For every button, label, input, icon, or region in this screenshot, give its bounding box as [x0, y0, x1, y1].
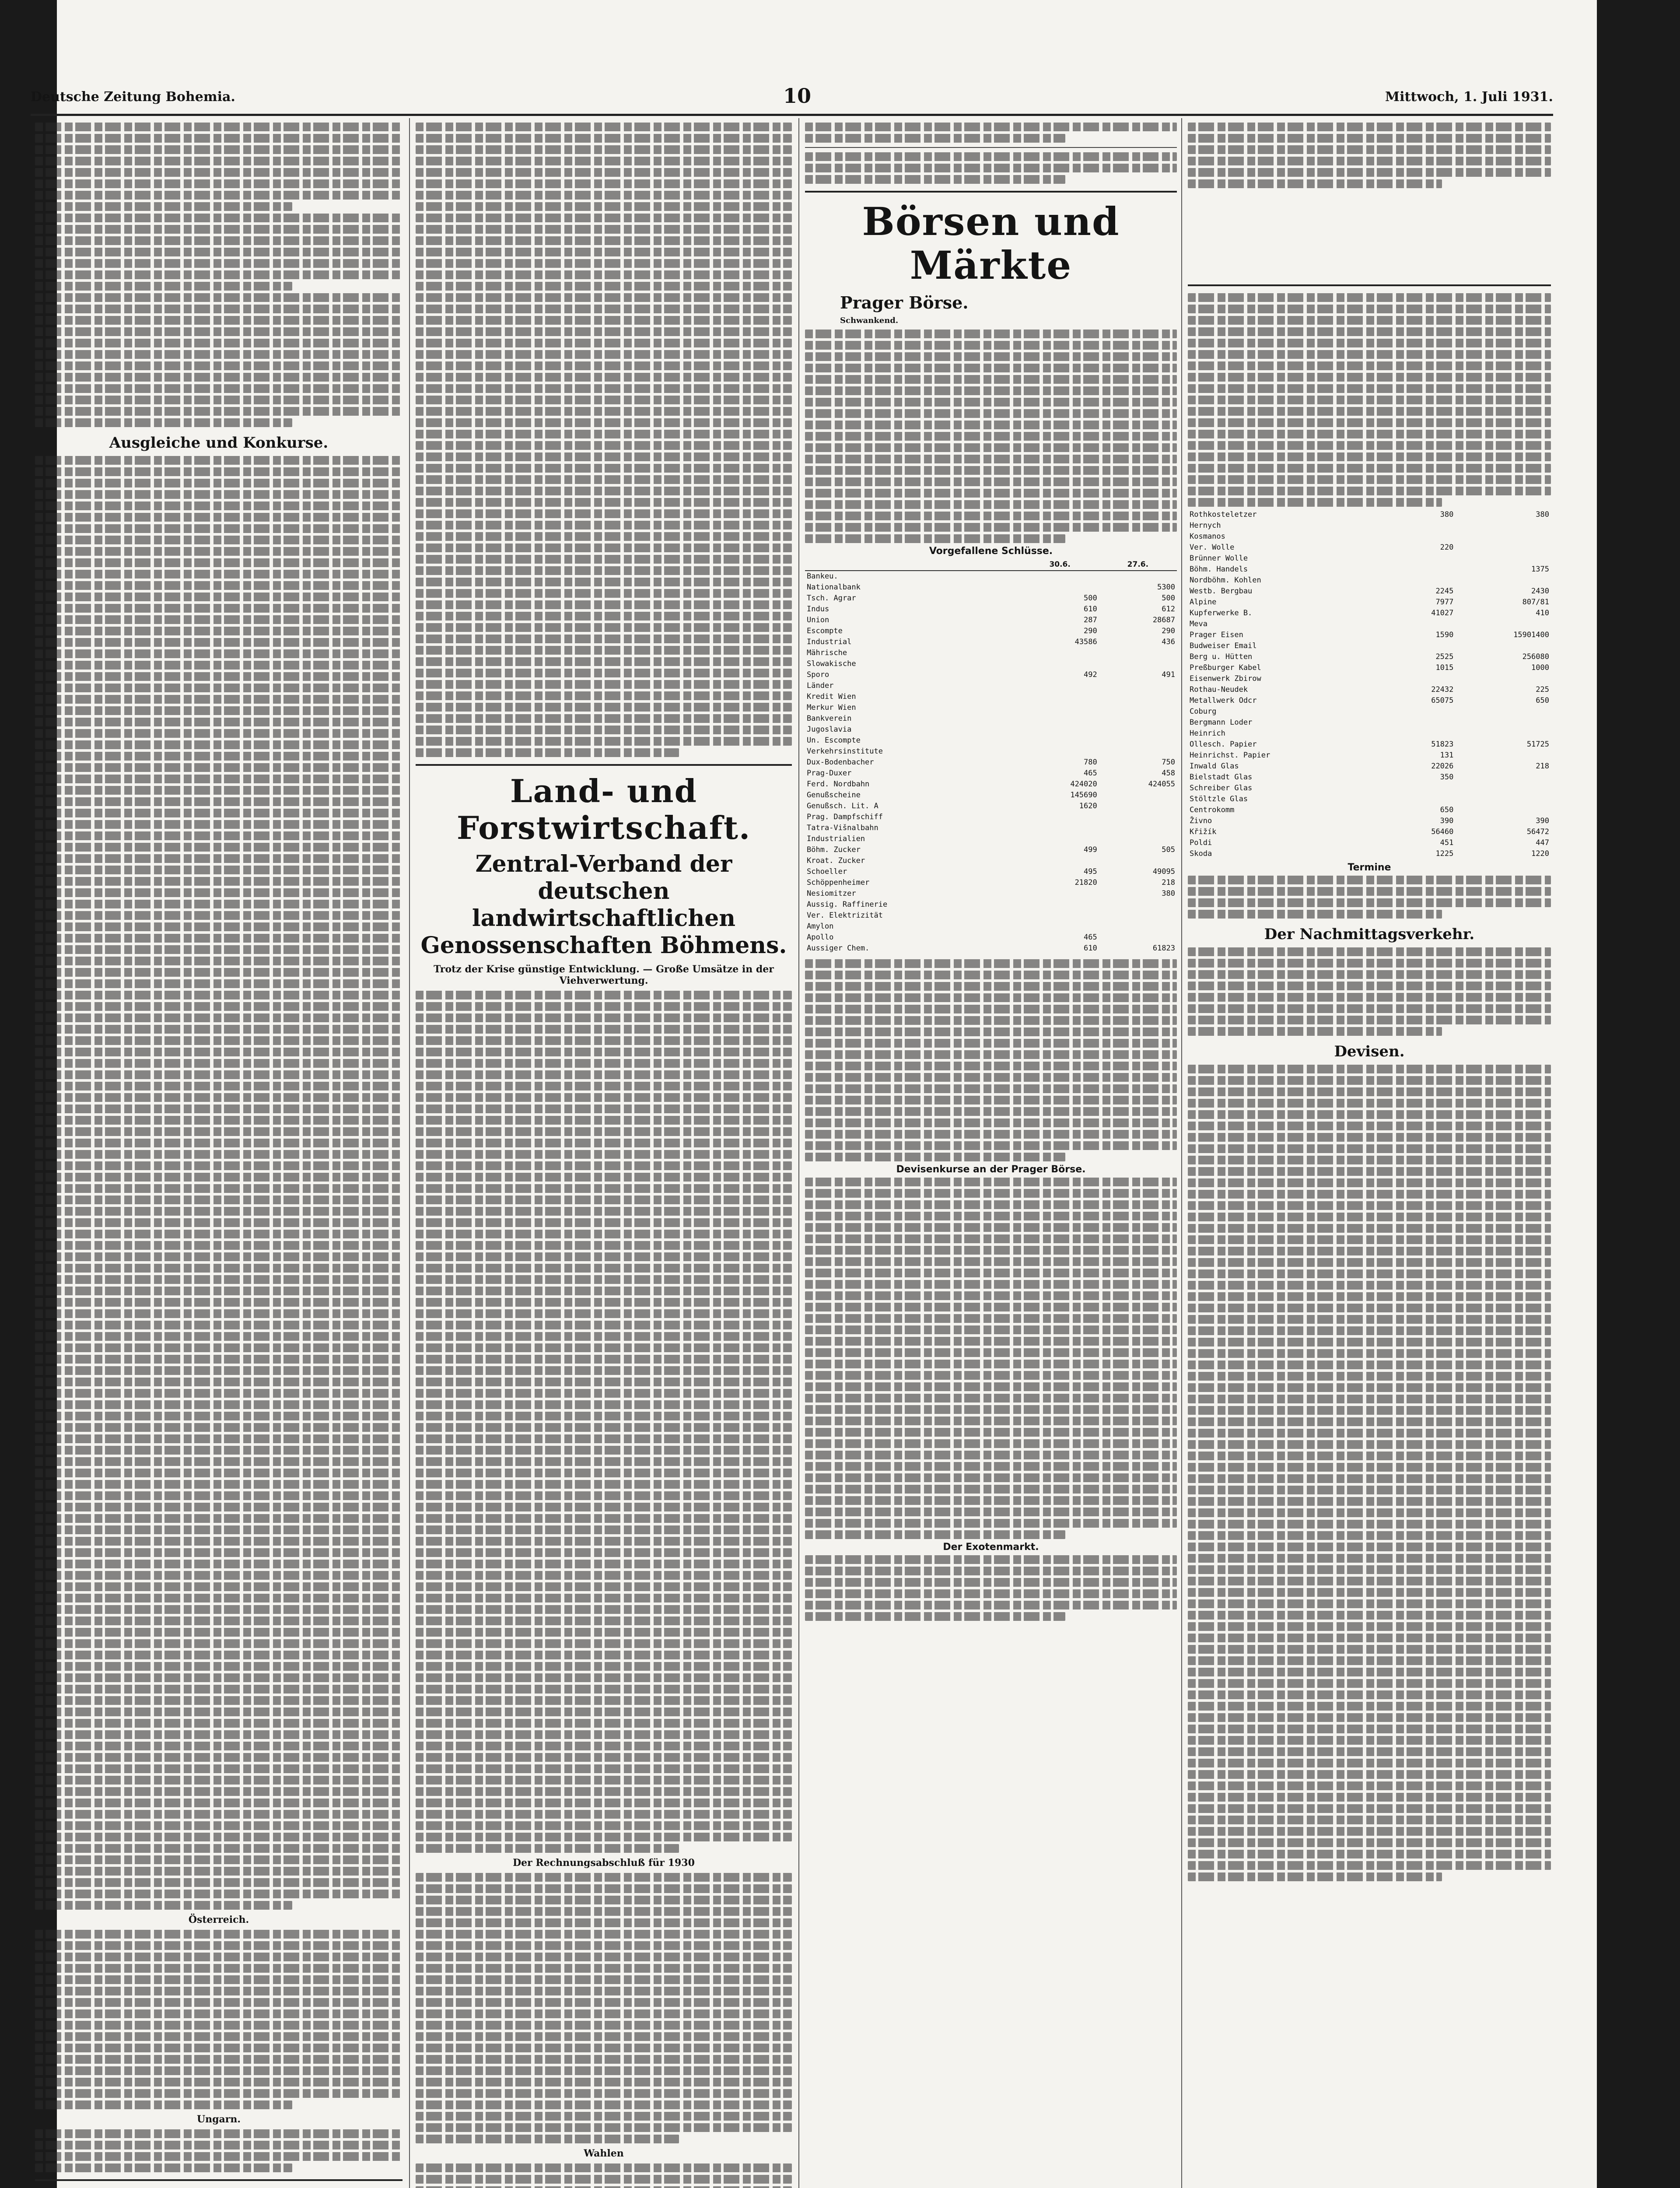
quote-row	[805, 823, 1177, 834]
quote-value: 650	[1536, 696, 1549, 705]
quote-row	[805, 746, 1177, 757]
quote-value	[1099, 856, 1177, 866]
quote-value	[1021, 910, 1099, 921]
quote-value: 51823	[1431, 740, 1454, 749]
quote-row	[1188, 553, 1551, 564]
quote-value: 1220	[1531, 849, 1549, 858]
quote-value	[1099, 724, 1177, 735]
quote-value: 2245	[1435, 587, 1454, 596]
quote-row	[805, 932, 1177, 943]
quote-row	[805, 659, 1177, 670]
quote-name: Prag-Duxer	[807, 769, 852, 778]
quote-value: 2525	[1435, 652, 1454, 661]
quote-name: Industrial	[807, 638, 852, 646]
quote-value	[1099, 713, 1177, 724]
quote-value	[1455, 805, 1551, 816]
column-3	[805, 123, 1177, 2188]
quote-row	[805, 626, 1177, 637]
quote-value: 61823	[1152, 944, 1175, 953]
quote-value: 500	[1162, 594, 1175, 603]
quote-value	[1455, 520, 1551, 531]
quote-name: Metallwerk Odcr	[1190, 696, 1257, 705]
quote-name: Bankeu.	[807, 572, 838, 581]
quote-value: 220	[1440, 543, 1454, 552]
quote-row	[1188, 575, 1551, 586]
quote-name: Eisenwerk Zbirow	[1190, 674, 1261, 683]
quote-row	[805, 735, 1177, 746]
quote-row	[1188, 772, 1551, 783]
quote-value	[1455, 706, 1551, 717]
quote-row	[805, 921, 1177, 932]
quote-value	[1455, 641, 1551, 652]
quote-row	[805, 604, 1177, 615]
quote-name: Genußscheine	[807, 791, 861, 799]
quote-name: Skoda	[1190, 849, 1212, 858]
quote-value: 505	[1162, 845, 1175, 854]
quote-value	[1392, 717, 1455, 728]
quote-name: Böhm. Handels	[1190, 565, 1248, 574]
stock-quotes-table-2	[1188, 509, 1551, 859]
land-forst-heading: Land- und Forstwirtschaft.	[456, 772, 751, 846]
quote-name: Kroat. Zucker	[807, 856, 865, 865]
quote-name: Berg u. Hütten	[1190, 652, 1253, 661]
quote-value	[1392, 520, 1455, 531]
quote-value	[1021, 856, 1099, 866]
stock-quotes-table: 30.6. 27.6. Bankeu. Nationalbank 5300 Tsch. Agrar 500 500 Indus 610 612 Union 287 28687 Escompte 290 290 Industrial 43586 436 Mährische Slowakische Sporo 492 491 Länder Kredit Wien Merkur Wien Bankverein Jugoslavia Un. Escompte Verkehrsinstitute Dux-Bodenbacher 780 750 Prag-Duxer 465 458 Ferd. Nordbahn 424020 424055 Genußscheine 145690 Genußsch. Lit. A 1620 Prag. Dampfschiff Tatra-Višnalbahn Industrialien Böhm. Zucker 499 505 Kroat. Zucker Schoeller 495 49095 Schöppenheimer 21820 218 Nesiomitzer 380 Aussig. Raffinerie Ver. Elektrizität Amylon Apollo 465 Aussiger Chem. 610 61823	[805, 559, 1177, 954]
quote-value: 424020	[1070, 780, 1097, 789]
column-2	[416, 123, 792, 2188]
quote-row	[1188, 520, 1551, 531]
quote-name: Heinrichst. Papier	[1190, 751, 1270, 760]
quote-row	[1188, 816, 1551, 827]
quote-value	[1392, 706, 1455, 717]
quote-value	[1021, 834, 1099, 845]
quote-name: Stöltzle Glas	[1190, 795, 1248, 803]
quote-row	[805, 702, 1177, 713]
quote-name: Böhm. Zucker	[807, 845, 861, 854]
quote-row	[1188, 619, 1551, 630]
quote-name: Tsch. Agrar	[807, 594, 856, 603]
quote-name: Länder	[807, 681, 834, 690]
quote-value	[1455, 717, 1551, 728]
quote-value	[1021, 812, 1099, 823]
quote-value	[1099, 571, 1177, 582]
column-1	[35, 123, 402, 2188]
quote-row	[1188, 630, 1551, 641]
quote-value	[1021, 713, 1099, 724]
quote-value: 465	[1084, 769, 1097, 778]
column-rule	[798, 118, 799, 2188]
quote-name: Preßburger Kabel	[1190, 663, 1261, 672]
quote-value: 65075	[1431, 696, 1454, 705]
schwankend-subheading: Schwankend.	[840, 316, 899, 325]
quote-value	[1455, 728, 1551, 739]
quote-row	[805, 637, 1177, 648]
quote-name: Rothkosteletzer	[1190, 510, 1257, 519]
quote-value: 5300	[1157, 583, 1175, 592]
column-4	[1188, 123, 1551, 2188]
quote-row	[805, 713, 1177, 724]
quote-name: Nordböhm. Kohlen	[1190, 576, 1261, 585]
quote-value	[1099, 680, 1177, 691]
quote-value: 451	[1440, 838, 1454, 847]
quote-value	[1021, 582, 1099, 593]
quote-row	[805, 845, 1177, 856]
quote-value: 1590	[1435, 631, 1454, 639]
quote-value: 780	[1084, 758, 1097, 767]
quote-value	[1099, 659, 1177, 670]
quote-name: Westb. Bergbau	[1190, 587, 1253, 596]
quote-name: Genußsch. Lit. A	[807, 802, 878, 810]
quote-name: Rothau-Neudek	[1190, 685, 1248, 694]
quote-name: Budweiser Email	[1190, 642, 1257, 650]
quote-value	[1392, 575, 1455, 586]
zentral-verband-heading: Zentral-Verband der deutschen landwirtschaftlichen Genossenschaften Böhmens.	[420, 851, 787, 959]
quote-value: 465	[1084, 933, 1097, 942]
quote-row	[805, 910, 1177, 921]
quote-value	[1099, 910, 1177, 921]
quote-name: Poldi	[1190, 838, 1212, 847]
quote-name: Prag. Dampfschiff	[807, 813, 883, 821]
quote-value: 287	[1084, 616, 1097, 624]
quote-row	[805, 571, 1177, 582]
quote-row	[805, 943, 1177, 954]
quote-name: Ver. Wolle	[1190, 543, 1235, 552]
column-rule	[409, 118, 410, 2188]
quote-value: 51725	[1526, 740, 1549, 749]
quote-name: Dux-Bodenbacher	[807, 758, 874, 767]
quote-name: Prager Eisen	[1190, 631, 1243, 639]
quote-value	[1455, 619, 1551, 630]
quote-name: Křižík	[1190, 828, 1217, 836]
quote-row	[1188, 531, 1551, 542]
quote-value: 610	[1084, 944, 1097, 953]
quote-value	[1392, 531, 1455, 542]
quote-value: 290	[1084, 627, 1097, 635]
quote-value	[1099, 691, 1177, 702]
quote-row	[805, 648, 1177, 659]
quote-name: Heinrich	[1190, 729, 1225, 738]
quote-value	[1021, 921, 1099, 932]
quote-row	[1188, 849, 1551, 859]
quote-value	[1099, 790, 1177, 801]
scan-edge-right	[1597, 0, 1680, 2188]
quote-name: Apollo	[807, 933, 834, 942]
quote-name: Bankverein	[807, 714, 852, 723]
quote-value: 218	[1162, 878, 1175, 887]
quote-value: 610	[1084, 605, 1097, 614]
quote-row	[1188, 761, 1551, 772]
quote-row	[1188, 641, 1551, 652]
quote-value	[1021, 691, 1099, 702]
column-rule	[1181, 118, 1182, 2188]
quote-row	[805, 670, 1177, 680]
quote-value	[1455, 575, 1551, 586]
quote-name: Amylon	[807, 922, 834, 931]
quote-row	[805, 866, 1177, 877]
quote-row	[805, 801, 1177, 812]
quote-value	[1099, 932, 1177, 943]
quote-name: Nesiomitzer	[807, 889, 856, 898]
section-heading-ungarn: Ungarn.	[196, 2114, 241, 2125]
quote-value	[1021, 899, 1099, 910]
quote-value	[1021, 724, 1099, 735]
quote-row	[805, 790, 1177, 801]
quote-row	[805, 680, 1177, 691]
quote-value: 1375	[1531, 565, 1549, 574]
quote-value	[1455, 673, 1551, 684]
quote-value: 390	[1440, 817, 1454, 825]
quote-value	[1021, 823, 1099, 834]
quote-name: Aussiger Chem.	[807, 944, 870, 953]
quote-row	[805, 856, 1177, 866]
quote-value: 492	[1084, 670, 1097, 679]
quote-value: 499	[1084, 845, 1097, 854]
quote-value: 380	[1440, 510, 1454, 519]
quote-value: 458	[1162, 769, 1175, 778]
quote-name: Inwald Glas	[1190, 762, 1239, 771]
quote-row	[1188, 728, 1551, 739]
quote-value: 447	[1536, 838, 1549, 847]
quote-name: Union	[807, 616, 830, 624]
quote-name: Centrokomm	[1190, 806, 1235, 814]
quote-row	[1188, 750, 1551, 761]
quote-name: Schoeller	[807, 867, 847, 876]
quote-value: 1225	[1435, 849, 1454, 858]
quote-value	[1021, 746, 1099, 757]
quote-name: Bergmann Loder	[1190, 718, 1253, 727]
quote-row	[1188, 673, 1551, 684]
quote-value: 43586	[1074, 638, 1097, 646]
quote-name: Kupferwerke B.	[1190, 609, 1253, 617]
quote-value: 380	[1162, 889, 1175, 898]
page-header	[31, 83, 1553, 116]
quote-value	[1021, 659, 1099, 670]
quote-row	[805, 834, 1177, 845]
quote-row	[1188, 597, 1551, 608]
quote-value: 500	[1084, 594, 1097, 603]
quote-value: 290	[1162, 627, 1175, 635]
quote-row	[1188, 564, 1551, 575]
quote-name: Ferd. Nordbahn	[807, 780, 870, 789]
quote-value: 225	[1536, 685, 1549, 694]
quote-value: 807/81	[1522, 598, 1549, 607]
quote-value	[1099, 899, 1177, 910]
quote-row	[1188, 783, 1551, 794]
quote-row	[1188, 739, 1551, 750]
quote-value	[1099, 648, 1177, 659]
quote-value: 15901400	[1513, 631, 1549, 639]
quote-value	[1021, 680, 1099, 691]
quote-row	[805, 757, 1177, 768]
quote-value	[1021, 888, 1099, 899]
quote-row	[1188, 838, 1551, 849]
quote-row	[805, 877, 1177, 888]
quote-name: Indus	[807, 605, 830, 614]
quote-row	[1188, 652, 1551, 663]
quote-value: 28687	[1152, 616, 1175, 624]
quote-value	[1455, 794, 1551, 805]
quote-value: 380	[1536, 510, 1549, 519]
quote-row	[805, 768, 1177, 779]
quote-value: 750	[1162, 758, 1175, 767]
quote-value: 41027	[1431, 609, 1454, 617]
quote-value	[1455, 553, 1551, 564]
quote-row	[805, 724, 1177, 735]
quote-row	[1188, 509, 1551, 520]
quote-value: 424055	[1148, 780, 1175, 789]
quote-row	[1188, 827, 1551, 838]
quote-value	[1099, 921, 1177, 932]
quote-value	[1455, 783, 1551, 794]
quote-value	[1021, 735, 1099, 746]
quote-value	[1392, 783, 1455, 794]
quote-name: Živno	[1190, 817, 1212, 825]
quote-value	[1021, 702, 1099, 713]
quote-value	[1099, 812, 1177, 823]
quote-name: Schöppenheimer	[807, 878, 870, 887]
quote-row	[805, 593, 1177, 604]
quote-name: Jugoslavia	[807, 725, 852, 734]
quote-name: Coburg	[1190, 707, 1217, 716]
quote-value	[1392, 728, 1455, 739]
newspaper-title: Deutsche Zeitung Bohemia.	[31, 89, 235, 105]
quote-value	[1392, 794, 1455, 805]
quote-value: 145690	[1070, 791, 1097, 799]
quote-value: 22026	[1431, 762, 1454, 771]
quote-value: 650	[1440, 806, 1454, 814]
quote-value: 491	[1162, 670, 1175, 679]
quote-value	[1392, 641, 1455, 652]
quote-row	[805, 582, 1177, 593]
quote-name: Sporo	[807, 670, 830, 679]
quote-value: 612	[1162, 605, 1175, 614]
section-heading-oesterreich: Österreich.	[188, 1914, 249, 1925]
quote-row	[805, 888, 1177, 899]
quote-name: Merkur Wien	[807, 703, 856, 712]
quote-name: Un. Escompte	[807, 736, 861, 745]
quote-row	[1188, 794, 1551, 805]
quote-value: 350	[1440, 773, 1454, 782]
quote-row	[1188, 695, 1551, 706]
quote-name: Alpine	[1190, 598, 1217, 607]
quote-row	[805, 899, 1177, 910]
devisen-heading: Devisen.	[1334, 1043, 1405, 1060]
devisenkurse-heading: Devisenkurse an der Prager Börse.	[896, 1164, 1086, 1175]
quote-value: 1620	[1079, 802, 1097, 810]
quote-row	[1188, 586, 1551, 597]
quote-value: 1015	[1435, 663, 1454, 672]
quote-row	[805, 691, 1177, 702]
quote-name: Meva	[1190, 620, 1208, 628]
quote-value	[1099, 702, 1177, 713]
vorgefallene-schluesse-heading: Vorgefallene Schlüsse.	[929, 546, 1053, 557]
quote-value: 436	[1162, 638, 1175, 646]
quote-value	[1099, 735, 1177, 746]
quote-name: Kosmanos	[1190, 532, 1225, 541]
quote-value	[1099, 746, 1177, 757]
quote-value: 495	[1084, 867, 1097, 876]
quote-value	[1455, 750, 1551, 761]
quote-value	[1021, 648, 1099, 659]
quote-name: Hernych	[1190, 521, 1221, 530]
quote-row	[1188, 805, 1551, 816]
nachmittagsverkehr-heading: Der Nachmittagsverkehr.	[1264, 926, 1475, 943]
termine-label: Termine	[1348, 862, 1391, 873]
quote-name: Schreiber Glas	[1190, 784, 1253, 792]
quote-value	[1455, 772, 1551, 783]
quote-name: Ver. Elektrizität	[807, 911, 883, 920]
quote-name: Bielstadt Glas	[1190, 773, 1253, 782]
quote-row	[1188, 717, 1551, 728]
quote-name: Tatra-Višnalbahn	[807, 824, 878, 832]
quote-value: 131	[1440, 751, 1454, 760]
quote-row	[1188, 663, 1551, 673]
quote-value	[1099, 801, 1177, 812]
rechnungsabschluss-heading: Der Rechnungsabschluß für 1930	[513, 1857, 695, 1869]
quote-value	[1392, 553, 1455, 564]
section-heading-ausgleiche: Ausgleiche und Konkurse.	[109, 434, 329, 452]
quote-value: 390	[1536, 817, 1549, 825]
quote-row	[805, 812, 1177, 823]
quote-value: 410	[1536, 609, 1549, 617]
quote-value	[1392, 673, 1455, 684]
quote-value	[1455, 531, 1551, 542]
issue-date: Mittwoch, 1. Juli 1931.	[1385, 89, 1553, 105]
quote-value	[1099, 823, 1177, 834]
quote-value	[1455, 542, 1551, 553]
quote-value	[1099, 834, 1177, 845]
zentral-subheading: Trotz der Krise günstige Entwicklung. — Große Umsätze in der Viehverwertung.	[434, 964, 774, 986]
exotenmarkt-heading: Der Exotenmarkt.	[943, 1542, 1039, 1553]
quote-value	[1021, 571, 1099, 582]
quote-value: 7977	[1435, 598, 1454, 607]
wahlen-heading: Wahlen	[584, 2148, 624, 2159]
quote-value: 2430	[1531, 587, 1549, 596]
quote-value: 1000	[1531, 663, 1549, 672]
quote-name: Escompte	[807, 627, 843, 635]
quote-row	[1188, 684, 1551, 695]
quote-name: Mährische	[807, 649, 847, 657]
quote-row	[805, 615, 1177, 626]
quote-name: Aussig. Raffinerie	[807, 900, 888, 909]
quote-name: Slowakische	[807, 659, 856, 668]
quote-row	[1188, 542, 1551, 553]
prager-boerse-heading: Prager Börse.	[840, 293, 969, 312]
quote-name: Brünner Wolle	[1190, 554, 1248, 563]
quote-row	[805, 779, 1177, 790]
quote-row	[1188, 706, 1551, 717]
quote-value	[1392, 564, 1455, 575]
quote-name: Verkehrsinstitute	[807, 747, 883, 756]
quote-name: Kredit Wien	[807, 692, 856, 701]
page-number: 10	[783, 84, 812, 108]
quote-value: 49095	[1152, 867, 1175, 876]
quote-value: 256080	[1522, 652, 1549, 661]
quote-name: Ollesch. Papier	[1190, 740, 1257, 749]
quote-value: 218	[1536, 762, 1549, 771]
quote-value: 21820	[1074, 878, 1097, 887]
quote-value: 56460	[1431, 828, 1454, 836]
boersen-maerkte-heading: Börsen und Märkte	[862, 199, 1120, 288]
quote-value	[1392, 619, 1455, 630]
quote-row	[1188, 608, 1551, 619]
quote-name: Nationalbank	[807, 583, 861, 592]
quote-value: 56472	[1526, 828, 1549, 836]
quote-value: 22432	[1431, 685, 1454, 694]
quote-name: Industrialien	[807, 835, 865, 843]
